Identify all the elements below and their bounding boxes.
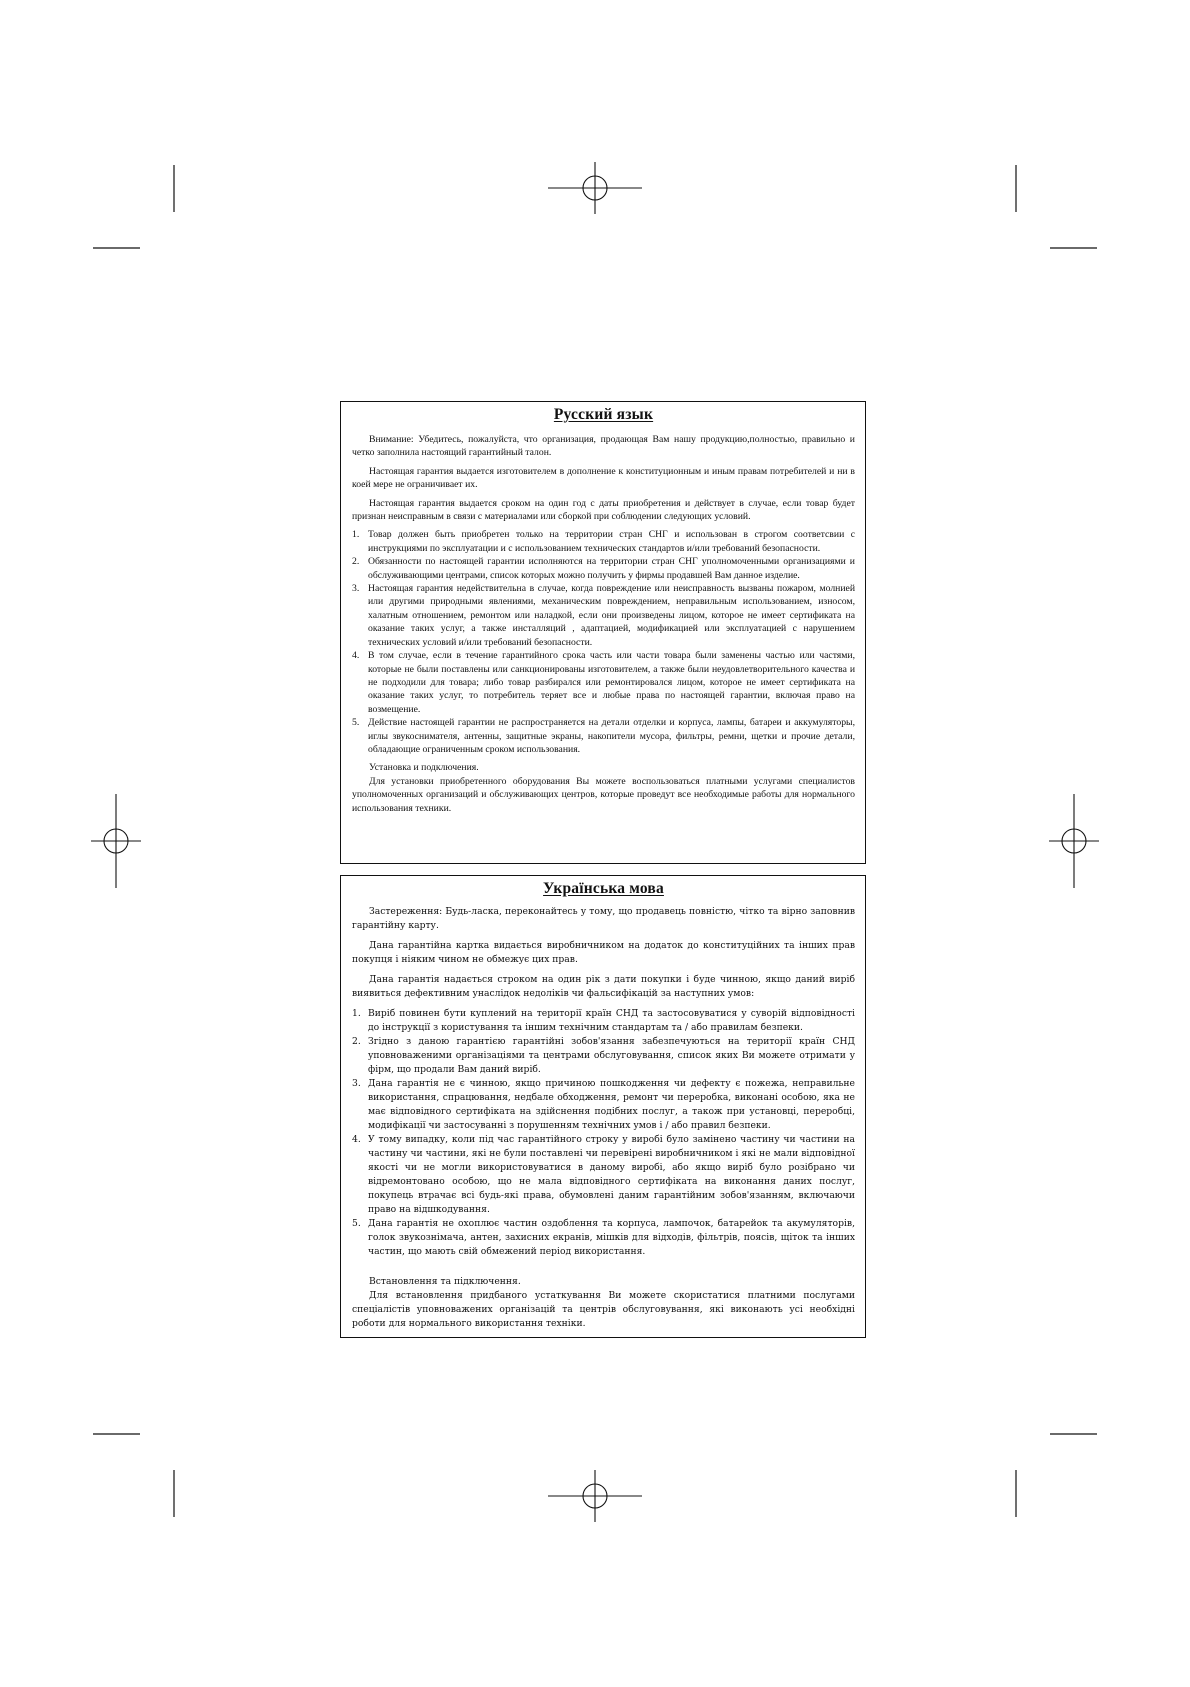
list-item (352, 1217, 855, 1259)
list-item (352, 1133, 855, 1217)
item-text: В том случае, если в течение гарантийного срока часть или части товара были заменены частью или частями, которые не были поставлены или санкционированы изготовителем, а также были неудовлетворительного качества и не подходили для товара; либо товар разбирался или ремонтировался лицом, которое не имеет сертификата на оказание таких услуг, то потребитель теряет все и любые права по настоящей гарантии, включая право на возмещение. (368, 650, 855, 715)
item-text: Згідно з даною гарантією гарантійні зобов'язання забезпечуються на території країн СНД уповноваженими організаціями та центрами обслуговування, список яких Ви можете отримати у фірм, що продали Вам даний виріб. (368, 1036, 855, 1075)
item-text: Дана гарантія не є чинною, якщо причиною пошкодження чи дефекту є пожежа, неправильне використання, спрацювання, недбале обходження, ремонт чи переробка, виконані особою, яка не має відповідного сертифіката на здійснення подібних послуг, а також при установці, переробці, модифікації чи застосуванні з порушенням технічних умов і / або правил безпеки. (368, 1078, 855, 1131)
item-number: 3. (352, 583, 360, 595)
item-number: 2. (352, 556, 360, 568)
russian-install-text: Для установки приобретенного оборудования Вы можете воспользоваться платными услугами специалистов уполномоченных организаций и обслуживающих центров, которые проведут все необходимые работы для нормального использования техники. (352, 775, 855, 814)
russian-paragraph-1: Внимание: Убедитесь, пожалуйста, что организация, продающая Вам нашу продукцию,полностью, правильно и четко заполнила настоящий гарантийный талон. (352, 434, 855, 459)
item-number: 4. (352, 1134, 361, 1145)
ukrainian-install-title: Встановлення та підключення. (369, 1276, 521, 1287)
ukrainian-warranty-panel (340, 875, 866, 1338)
russian-warranty-panel (340, 401, 866, 864)
registration-mark-bottom (548, 1470, 642, 1522)
russian-install-title: Установка и подключения. (369, 762, 479, 774)
registration-mark-right (1049, 794, 1099, 888)
list-item (352, 649, 855, 716)
ukrainian-paragraph-2: Дана гарантійна картка видається виробничником на додаток до конституційних та інших прав покупця і ніяким чином не обмежує цих прав. (352, 940, 855, 965)
list-item (352, 1035, 855, 1077)
ukrainian-paragraph-3: Дана гарантія надається строком на один рік з дати покупки і буде чинною, якщо даний виріб виявиться дефективним унаслідок недоліків чи фальсифікацій за наступних умов: (352, 974, 855, 999)
item-number: 1. (352, 1008, 361, 1019)
ukrainian-paragraph-1: Застереження: Будь-ласка, переконайтесь у тому, що продавець повністю, чітко та вірно заповнив гарантійну карту. (352, 906, 855, 931)
registration-mark-left (91, 794, 141, 888)
item-number: 3. (352, 1078, 361, 1089)
list-item (352, 1077, 855, 1133)
item-number: 1. (352, 529, 360, 541)
item-number: 5. (352, 717, 360, 729)
item-text: Действие настоящей гарантии не распространяется на детали отделки и корпуса, лампы, батареи и аккумуляторы, иглы звукоснимателя, антенны, защитные экраны, накопители мусора, фильтры, ремни, щетки и прочие детали, обладающие ограниченным сроком использования. (368, 717, 855, 755)
item-text: Виріб повинен бути куплений на території країн СНД та застосовуватися у суворій відповідності до інструкції з користування та іншим технічним стандартам та / або правилам безпеки. (368, 1008, 855, 1033)
ukrainian-install-text: Для встановлення придбаного устаткування Ви можете скористатися платними послугами спеціалістів уповноважених організацій та центрів обслуговування, які виконають усі необхідні роботи для нормального використання техніки. (352, 1290, 855, 1329)
list-item (352, 582, 855, 649)
item-text: Товар должен быть приобретен только на территории стран СНГ и использован в строгом соответсвии с инструкциями по эксплуатации и с использованием технических стандартов и/или требований безопасности. (368, 529, 855, 554)
registration-mark-top (548, 162, 642, 214)
item-number: 5. (352, 1218, 361, 1229)
item-number: 2. (352, 1036, 361, 1047)
russian-paragraph-3: Настоящая гарантия выдается сроком на один год с даты приобретения и действует в случае, если товар будет признан неисправным в связи с материалами или сборкой при соблюдении следующих условий. (352, 497, 855, 523)
list-item (352, 1007, 855, 1035)
russian-title: Русский язык (553, 406, 654, 423)
list-item (352, 716, 855, 756)
ukrainian-conditions-list (352, 1007, 855, 1259)
russian-paragraph-2: Настоящая гарантия выдается изготовителем в дополнение к конституционным и иным правам потребителей и ни в коей мере не ограничивает их. (352, 465, 855, 491)
list-item (352, 528, 855, 555)
item-text: Обязанности по настоящей гарантии исполняются на территории стран СНГ уполномоченными организациями и обслуживающими центрами, список которых можно получить у фирмы продавшей Вам данное изделие. (368, 556, 855, 581)
item-text: Настоящая гарантия недействительна в случае, когда повреждение или неисправность вызваны пожаром, молнией или другими природными явлениями, механическим повреждением, неправильным использованием, износом, халатным отношением, ремонтом или наладкой, если они произведены лицом, которое не имеет сертификата на оказание таких услуг, а также инсталляций , адаптацией, модификацией или эксплуатацией с нарушением технических условий и/или требований безопасности. (368, 583, 855, 648)
ukrainian-title: Українська мова (543, 880, 664, 897)
russian-conditions-list (352, 528, 855, 756)
item-text: Дана гарантія не охоплює частин оздоблення та корпуса, лампочок, батарейок та акумуляторів, голок звукознімача, антен, захисних екранів, мішків для відходів, фільтрів, поясів, щіток та інших частин, що мають свій обмежений період використання. (368, 1218, 855, 1257)
list-item (352, 555, 855, 582)
item-text: У тому випадку, коли під час гарантійного строку у виробі було замінено частину чи частини на частину чи частини, які не були поставлені чи перевірені виробничником і які не мали відповідної якості чи не могли використовуватися в даному виробі, або якщо виріб було розібрано чи відремонтовано особою, що не мала відповідного сертифіката на виконання даних послуг, покупець втрачає всі будь-які права, обумовлені даним гарантійним зобов'язанням, включаючи право на відшкодування. (368, 1134, 855, 1215)
item-number: 4. (352, 650, 360, 662)
